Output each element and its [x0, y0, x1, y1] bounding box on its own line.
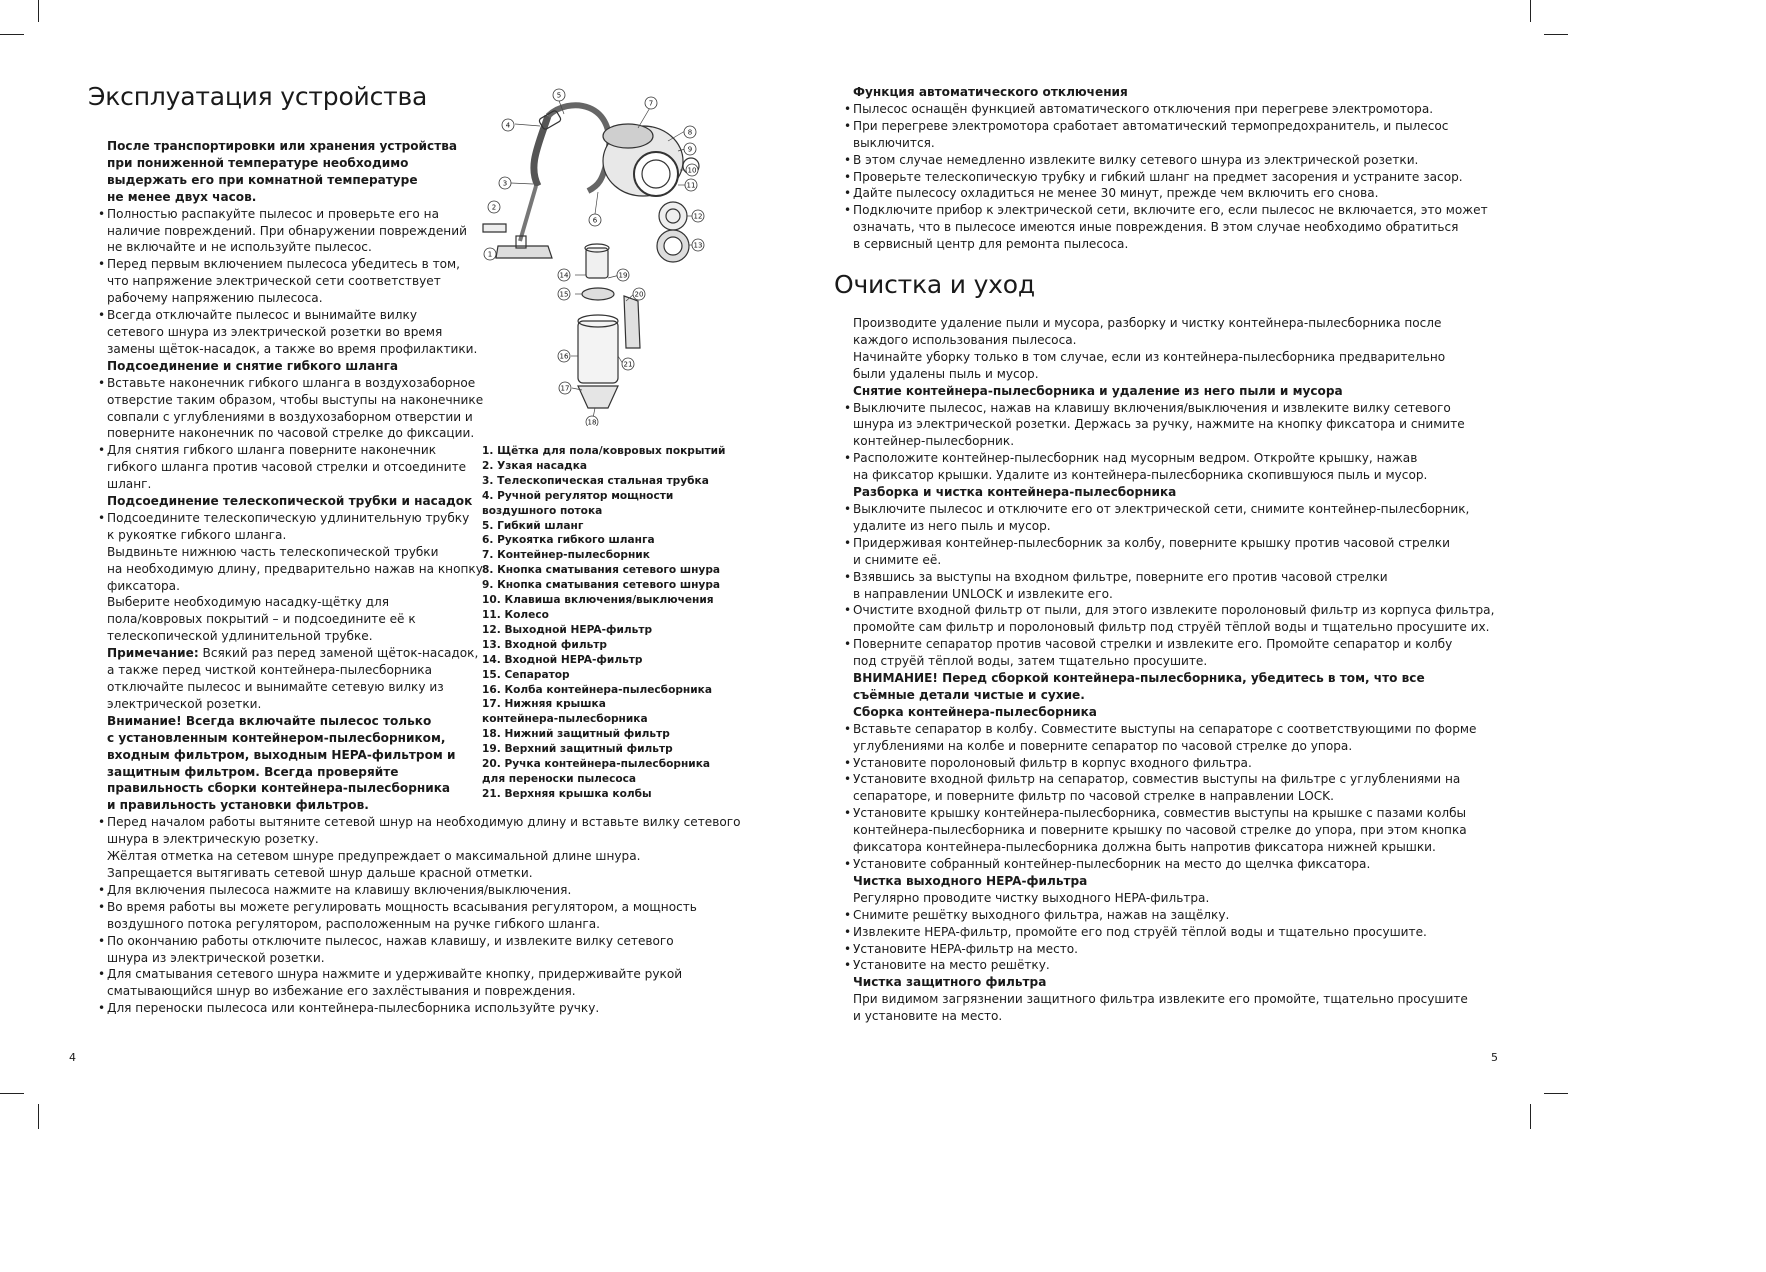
callout-15: 15 [559, 290, 569, 299]
callout-2: 2 [491, 203, 497, 212]
bullet-item [844, 169, 1484, 186]
bullet-line: • Подключите прибор к электрической сети, включите его, если пылесос не включается, это может [853, 203, 1488, 218]
bottom-cover-drawing [578, 386, 618, 408]
callout-3: 3 [502, 179, 508, 188]
callout-12: 12 [693, 212, 703, 221]
left-page-title: Эксплуатация устройства [88, 82, 428, 111]
text-line: каждого использования пылесоса. [853, 332, 1077, 347]
assembly-bullets [844, 721, 1484, 873]
bullet-item [844, 907, 1484, 924]
bullet-item [98, 882, 718, 899]
bullet-item [98, 966, 718, 1000]
text-line: 3. Телескопическая стальная трубка [482, 474, 709, 487]
crevice-tool-drawing [483, 224, 506, 232]
attention-note [844, 670, 1484, 704]
bullet-line: • Пылесос оснащён функцией автоматического отключения при перегреве электромотора. [853, 101, 1434, 116]
callout-9: 9 [687, 145, 693, 154]
bullet-line: • Проверьте телескопическую трубку и гибкий шланг на предмет засорения и устраните засор. [853, 169, 1463, 184]
auto-off-heading: Функция автоматического отключения [853, 85, 1128, 99]
bullet-line: • Установите крышку контейнера-пылесборника, совместив выступы на крышке с пазами колбы [853, 806, 1467, 821]
bullet-item [98, 933, 718, 967]
text-line: при пониженной температуре необходимо [107, 155, 409, 170]
text-line: При видимом загрязнении защитного фильтра извлеките его промойте, тщательно просушите [853, 992, 1468, 1007]
bullet-line: наличие повреждений. При обнаружении повреждений [107, 223, 467, 238]
bullet-item [844, 805, 1484, 856]
text-line: 7. Контейнер-пылесборник [482, 549, 650, 562]
bullet-line: • Для снятия гибкого шланга поверните наконечник [107, 443, 437, 458]
text-line: 10. Клавиша включения/выключения [482, 594, 714, 607]
crop-mark [1544, 1093, 1568, 1094]
callout-20: 20 [634, 290, 644, 299]
text-line: 8. Кнопка сматывания сетевого шнура [482, 564, 721, 577]
protect-paragraph [844, 991, 1484, 1025]
bullet-line: на фиксатор крышки. Удалите из контейнера-пылесборника скопившуюся пыль и мусор. [853, 468, 1428, 483]
bullet-line: • Установите поролоновый фильтр в корпус входного фильтра. [853, 755, 1252, 770]
protect-heading: Чистка защитного фильтра [853, 975, 1047, 990]
bullet-line: означать, что в пылесосе имеются иные повреждения. В этом случае необходимо обратиться [853, 220, 1459, 235]
callout-1: 1 [487, 250, 493, 259]
text-line: Начинайте уборку только в том случае, если из контейнера-пылесборника предварительно [853, 349, 1446, 364]
tube-drawing [520, 186, 536, 241]
bullet-item [844, 501, 1484, 535]
bullet-line: • Для сматывания сетевого шнура нажмите и удерживайте кнопку, придерживайте рукой [107, 967, 683, 982]
bullet-line: рабочему напряжению пылесоса. [107, 291, 323, 306]
crop-mark [1530, 1104, 1531, 1129]
bullet-item [844, 152, 1484, 169]
bullet-line: контейнер-пылесборник. [853, 434, 1015, 449]
bullet-line: воздушного потока регулятором, расположенным на ручке гибкого шланга. [107, 916, 600, 931]
text-line: для переноски пылесоса [482, 772, 637, 785]
bullet-item [844, 400, 1484, 451]
bullet-line: • Выключите пылесос, нажав на клавишу включения/выключения и извлеките вилку сетевого [853, 400, 1451, 415]
vacuum-diagram [478, 86, 718, 426]
bullet-item [844, 957, 1484, 974]
callout-11: 11 [686, 181, 696, 190]
callout-18: 18 [587, 418, 597, 426]
bullet-line: • Очистите входной фильтр от пыли, для этого извлеките поролоновый фильтр из корпуса фильтра, [853, 603, 1495, 618]
bullet-line: • Перед первым включением пылесоса убедитесь в том, [107, 257, 460, 272]
text-line: фиксатора. [107, 578, 180, 593]
bullet-item [844, 118, 1484, 152]
callout-6: 6 [592, 216, 598, 225]
bullet-item [844, 924, 1484, 941]
text-line: отключайте пылесос и вынимайте сетевую вилку из [107, 680, 444, 694]
text-line: защитным фильтром. Всегда проверяйте [107, 764, 399, 779]
bullet-item [844, 941, 1484, 958]
parts-list [482, 444, 725, 802]
text-line: а также перед чисткой контейнера-пылесборника [107, 663, 433, 678]
text-line: 20. Ручка контейнера-пылесборника [482, 758, 711, 771]
hepa-heading: Чистка выходного HEPA-фильтра [853, 873, 1088, 888]
text-line: Жёлтая отметка на сетевом шнуре предупреждает о максимальной длине шнура. [107, 849, 641, 864]
hepa-paragraph: Регулярно проводите чистку выходного HEPA-фильтра. [853, 890, 1210, 905]
bullet-line: шнура из электрической розетки. Держась за ручку, нажмите на кнопку фиксатора и снимите [853, 417, 1465, 432]
bullet-line: • Взявшись за выступы на входном фильтре, поверните его против часовой стрелки [853, 569, 1388, 584]
bullet-line: • Извлеките HEPA-фильтр, промойте его под струёй тёплой воды и тщательно просушите. [853, 924, 1427, 939]
text-line: телескопической удлинительной трубке. [107, 629, 373, 644]
text-line: съёмные детали чистые и сухие. [853, 687, 1085, 702]
bullet-line: • Установите на место решётку. [853, 958, 1050, 973]
crop-mark [38, 1104, 39, 1129]
text-line: Запрещается вытягивать сетевой шнур дальше красной отметки. [107, 865, 533, 880]
crop-mark [38, 0, 39, 22]
bullet-line: • Вставьте сепаратор в колбу. Совместите выступы на сепараторе с соответствующими по форме [853, 721, 1477, 736]
callout-13: 13 [693, 241, 703, 250]
callout-7: 7 [648, 99, 654, 108]
cord-paragraph [98, 848, 718, 882]
bullet-line: • В этом случае немедленно извлеките вилку сетевого шнура из электрической розетки. [853, 152, 1419, 167]
text-line: и правильность установки фильтров. [107, 798, 369, 813]
auto-off-bullets [844, 101, 1488, 253]
bullet-item [844, 755, 1484, 772]
bullet-line: • Расположите контейнер-пылесборник над мусорным ведром. Откройте крышку, нажав [853, 451, 1418, 466]
bullet-line: • Полностью распакуйте пылесос и проверьте его на [107, 206, 439, 221]
right-page-title: Очистка и уход [834, 270, 1035, 299]
bullet-line: • Установите входной фильтр на сепаратор, совместив выступы на фильтре с углублениями на [853, 772, 1461, 787]
bullet-item [844, 101, 1484, 118]
disassembly-bullets [844, 501, 1495, 670]
bullet-line: • Дайте пылесосу охладиться не менее 30 минут, прежде чем включить его снова. [853, 186, 1379, 201]
bullet-line: сматывающийся шнур во избежание его захлёстывания и повреждения. [107, 984, 576, 999]
text-line: ВНИМАНИЕ! Перед сборкой контейнера-пылесборника, убедитесь в том, что все [853, 671, 1425, 686]
text-line: После транспортировки или хранения устройства [107, 139, 458, 153]
operation-bullets [98, 882, 718, 1017]
hepa-filter-drawing [659, 202, 687, 230]
text-line: 19. Верхний защитный фильтр [482, 743, 673, 756]
text-line: не менее двух часов. [107, 189, 257, 204]
text-line: воздушного потока [482, 504, 603, 517]
bullet-line: • Перед началом работы вытяните сетевой шнур на необходимую длину и вставьте вилку сетевого [107, 815, 741, 830]
bullet-item [844, 450, 1484, 484]
bullet-line: выключится. [853, 135, 935, 150]
text-line: с установленным контейнером-пылесборником, [107, 730, 446, 745]
cup-handle-drawing [624, 296, 640, 348]
bullet-line: • При перегреве электромотора сработает автоматический термопредохранитель, и пылесос [853, 118, 1449, 133]
note-first-line: Всякий раз перед заменой щёток-насадок, [198, 646, 479, 661]
hose-drawing [534, 116, 548, 186]
callout-8: 8 [687, 128, 693, 137]
bullet-line: • Выключите пылесос и отключите его от электрической сети, снимите контейнер-пылесборник, [853, 501, 1470, 516]
bullet-line: углублениями на колбе и поверните сепаратор по часовой стрелке до упора. [853, 738, 1353, 753]
text-line: и установите на место. [853, 1009, 1003, 1024]
bullet-line: контейнера-пылесборника и поверните крышку по часовой стрелке до упора, при этом кнопка [853, 823, 1467, 838]
text-line: 18. Нижний защитный фильтр [482, 728, 670, 741]
crop-mark [0, 1093, 24, 1094]
disassembly-heading: Разборка и чистка контейнера-пылесборника [853, 485, 1177, 500]
text-line: выдержать его при комнатной температуре [107, 172, 418, 187]
bullet-line: сепараторе, и поверните фильтр по часовой стрелке в направлении LOCK. [853, 789, 1334, 804]
callout-16: 16 [559, 352, 569, 361]
text-line: 9. Кнопка сматывания сетевого шнура [482, 579, 721, 592]
bullet-item [844, 721, 1484, 755]
bullet-line: фиксатора контейнера-пылесборника должна быть напротив фиксатора нижней крышки. [853, 840, 1436, 855]
bullet-line: что напряжение электрической сети соответствует [107, 274, 441, 289]
left-page-number: 4 [69, 1051, 76, 1064]
callout-14: 14 [559, 271, 569, 280]
bullet-line: шланг. [107, 477, 152, 492]
text-line: на необходимую длину, предварительно нажав на кнопку [107, 561, 483, 576]
callout-4: 4 [505, 121, 511, 130]
text-line: 4. Ручной регулятор мощности [482, 489, 674, 502]
bullet-line: отверстие таким образом, чтобы выступы на наконечнике [107, 392, 484, 407]
text-line: 14. Входной HEPA-фильтр [482, 653, 643, 666]
bullet-line: и снимите её. [853, 552, 942, 567]
bullet-line: шнура из электрической розетки. [107, 950, 325, 965]
bullet-line: • По окончанию работы отключите пылесос, нажав клавишу, и извлеките вилку сетевого [107, 933, 674, 948]
bullet-line: • Установите собранный контейнер-пылесборник на место до щелчка фиксатора. [853, 857, 1371, 871]
callout-17: 17 [560, 384, 570, 393]
text-line: контейнера-пылесборника [482, 713, 648, 726]
bullet-line: под струёй тёплой воды, затем тщательно просушите. [853, 654, 1208, 669]
bullet-line: шнура в электрическую розетку. [107, 832, 319, 847]
bullet-line: совпали с углублениями в воздухозаборном отверстии и [107, 409, 473, 424]
text-line: Выдвиньте нижнюю часть телескопической трубки [107, 544, 439, 559]
bullet-line: сетевого шнура из электрической розетки во время [107, 324, 443, 339]
bullet-line: • Для включения пылесоса нажмите на клавишу включения/выключения. [107, 882, 572, 897]
text-line: 6. Рукоятка гибкого шланга [482, 534, 655, 547]
cup-drawing [578, 321, 618, 383]
assembly-heading: Сборка контейнера-пылесборника [853, 704, 1097, 719]
bullet-line: замены щёток-насадок, а также во время профилактики. [107, 341, 478, 356]
bullet-item [844, 535, 1484, 569]
bullet-line: • Поверните сепаратор против часовой стрелки и извлеките его. Промойте сепаратор и колбу [853, 637, 1453, 652]
bullet-line: • Вставьте наконечник гибкого шланга в воздухозаборное [107, 375, 476, 390]
care-paragraph [844, 315, 1484, 383]
hepa-bullets [844, 907, 1484, 975]
bullet-line: • Придерживая контейнер-пылесборник за колбу, поверните крышку против часовой стрелки [853, 535, 1450, 550]
bullet-line: • Во время работы вы можете регулировать мощность всасывания регулятором, а мощность [107, 899, 697, 914]
bullet-line: к рукоятке гибкого шланга. [107, 527, 287, 542]
text-line: 12. Выходной HEPA-фильтр [482, 623, 653, 636]
bullet-line: поверните наконечник по часовой стрелке до фиксации. [107, 426, 475, 441]
remove-bullets [844, 400, 1484, 485]
text-line: 16. Колба контейнера-пылесборника [482, 683, 713, 696]
text-line: 2. Узкая насадка [482, 459, 588, 472]
bullet-item [844, 856, 1484, 873]
bullet-line: удалите из него пыль и мусор. [853, 518, 1051, 533]
text-line: 15. Сепаратор [482, 668, 570, 681]
bullet-line: • Снимите решётку выходного фильтра, нажав на защёлку. [853, 907, 1230, 922]
text-line: электрической розетки. [107, 696, 262, 711]
text-line: пола/ковровых покрытий – и подсоедините её к [107, 612, 416, 627]
text-line: 13. Входной фильтр [482, 638, 608, 651]
tube-heading: Подсоединение телескопической трубки и насадок [107, 494, 473, 509]
remove-heading: Снятие контейнера-пылесборника и удаление из него пыли и мусора [853, 383, 1343, 398]
right-care-column [844, 315, 1495, 1025]
bullet-line: не включайте и не используйте пылесос. [107, 240, 372, 255]
bullet-line: • Подсоедините телескопическую удлинительную трубку [107, 510, 470, 525]
bullet-item [844, 636, 1484, 670]
bullet-line: в сервисный центр для ремонта пылесоса. [853, 237, 1129, 252]
text-line: 17. Нижняя крышка [482, 698, 606, 711]
bullet-item [844, 602, 1495, 636]
text-line: Выберите необходимую насадку-щётку для [107, 595, 390, 610]
bullet-line: • Всегда отключайте пылесос и вынимайте вилку [107, 308, 417, 323]
text-line: 5. Гибкий шланг [482, 519, 584, 532]
cup-lid-drawing [582, 288, 614, 300]
callout-21: 21 [623, 360, 633, 369]
right-top-column [844, 84, 1488, 253]
bullet-item [844, 771, 1484, 805]
right-page-number: 5 [1491, 1051, 1498, 1064]
text-line: 11. Колесо [482, 608, 549, 621]
callout-19: 19 [618, 271, 628, 280]
bullet-line: • Установите HEPA-фильтр на место. [853, 941, 1079, 956]
hose-heading: Подсоединение и снятие гибкого шланга [107, 358, 399, 373]
text-line: 1. Щётка для пола/ковровых покрытий [482, 445, 726, 457]
bullet-line: гибкого шланга против часовой стрелки и отсоедините [107, 460, 467, 475]
crop-mark [0, 34, 24, 35]
note-label: Примечание: [107, 646, 199, 661]
callout-5: 5 [556, 91, 562, 100]
bullet-item [98, 814, 741, 848]
text-line: Внимание! Всегда включайте пылесос только [107, 713, 432, 728]
cord-bullet [98, 814, 741, 848]
callout-10: 10 [687, 166, 697, 175]
crop-mark [1530, 0, 1531, 22]
text-line: были удалены пыль и мусор. [853, 366, 1039, 381]
bullet-item [844, 202, 1488, 253]
bullet-item [98, 1000, 718, 1017]
bullet-line: в направлении UNLOCK и извлеките его. [853, 586, 1113, 601]
bullet-item [844, 569, 1484, 603]
bullet-item [98, 899, 718, 933]
text-line: 21. Верхняя крышка колбы [482, 787, 652, 800]
bullet-item [844, 185, 1484, 202]
text-line: правильность сборки контейнера-пылесборника [107, 781, 451, 796]
bullet-line: • Для переноски пылесоса или контейнера-пылесборника используйте ручку. [107, 1001, 600, 1016]
crop-mark [1544, 34, 1568, 35]
text-line: входным фильтром, выходным HEPA-фильтром и [107, 747, 456, 762]
bullet-line: промойте сам фильтр и поролоновый фильтр под струёй тёплой воды и тщательно просушите их. [853, 620, 1490, 635]
text-line: Производите удаление пыли и мусора, разборку и чистку контейнера-пылесборника после [853, 316, 1442, 330]
